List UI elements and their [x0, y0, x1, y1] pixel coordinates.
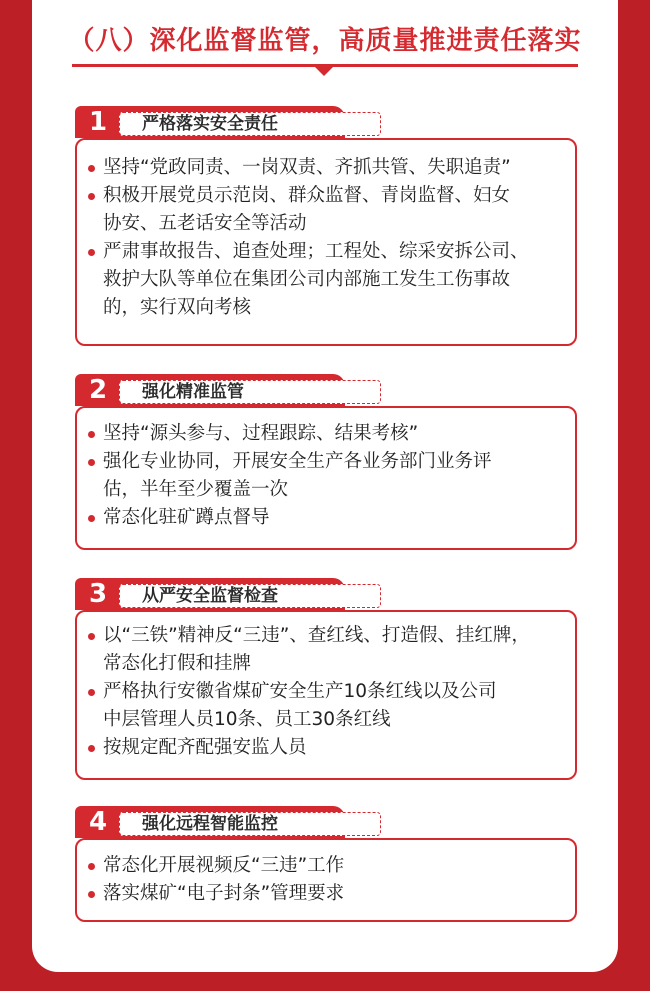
item-line: 坚持“源头参与、过程跟踪、结果考核”	[103, 423, 419, 444]
bullet-dot	[88, 633, 95, 640]
item-line: 协安、五老话安全等活动	[103, 213, 307, 234]
item-line: 救护大队等单位在集团公司内部施工发生工伤事故	[103, 269, 511, 290]
bullet-dot	[88, 459, 95, 466]
list-item	[103, 678, 575, 734]
section-label: 从严安全监督检查	[142, 586, 278, 606]
bullet-dot	[88, 891, 95, 898]
bullet-dot	[88, 193, 95, 200]
item-line: 以“三铁”精神反“三违”、查红线、打造假、挂红牌，	[103, 625, 530, 646]
section-label-box	[119, 112, 381, 136]
list-item	[103, 880, 575, 908]
item-line: 积极开展党员示范岗、群众监督、青岗监督、妇女	[103, 185, 511, 206]
item-line: 严格执行安徽省煤矿安全生产10条红线以及公司	[103, 681, 497, 702]
section-label: 严格落实安全责任	[142, 114, 278, 134]
list-item	[103, 504, 575, 532]
list-item	[103, 420, 575, 448]
bullet-dot	[88, 515, 95, 522]
title-pointer	[314, 66, 334, 76]
list-item	[103, 734, 575, 762]
list-item	[103, 238, 575, 322]
item-line: 按规定配齐配强安监人员	[103, 737, 307, 758]
list-item	[103, 852, 575, 880]
section-card	[75, 838, 577, 922]
section-number: 2	[89, 375, 108, 405]
item-line: 严肃事故报告、追查处理；工程处、综采安拆公司、	[103, 241, 529, 262]
section-number: 4	[89, 807, 108, 837]
item-line: 常态化打假和挂牌	[103, 653, 252, 674]
item-line: 坚持“党政同责、一岗双责、齐抓共管、失职追责”	[103, 157, 511, 178]
list-item	[103, 154, 575, 182]
item-line: 估，半年至少覆盖一次	[103, 479, 289, 500]
bullet-dot	[88, 249, 95, 256]
section-label-box	[119, 812, 381, 836]
item-line: 强化专业协同，开展安全生产各业务部门业务评	[103, 451, 492, 472]
bullet-dot	[88, 431, 95, 438]
item-line: 的，实行双向考核	[103, 297, 252, 318]
bullet-dot	[88, 863, 95, 870]
item-line: 落实煤矿“电子封条”管理要求	[103, 883, 345, 904]
item-line: 常态化驻矿蹲点督导	[103, 507, 270, 528]
bullet-dot	[88, 689, 95, 696]
list-item	[103, 448, 575, 504]
section-card	[75, 610, 577, 780]
section-number: 1	[89, 107, 108, 137]
item-line: 常态化开展视频反“三违”工作	[103, 855, 345, 876]
section-label-box	[119, 380, 381, 404]
bullet-dot	[88, 745, 95, 752]
page-title: （八）深化监督监管，高质量推进责任落实	[68, 26, 582, 56]
bullet-dot	[88, 165, 95, 172]
section-label: 强化精准监管	[142, 382, 244, 402]
content-panel	[32, 0, 618, 972]
item-line: 中层管理人员10条、员工30条红线	[103, 709, 391, 730]
list-item	[103, 182, 575, 238]
section-label: 强化远程智能监控	[142, 814, 278, 834]
section-card	[75, 406, 577, 550]
section-card	[75, 138, 577, 346]
section-number: 3	[89, 579, 108, 609]
list-item	[103, 622, 575, 678]
section-label-box	[119, 584, 381, 608]
